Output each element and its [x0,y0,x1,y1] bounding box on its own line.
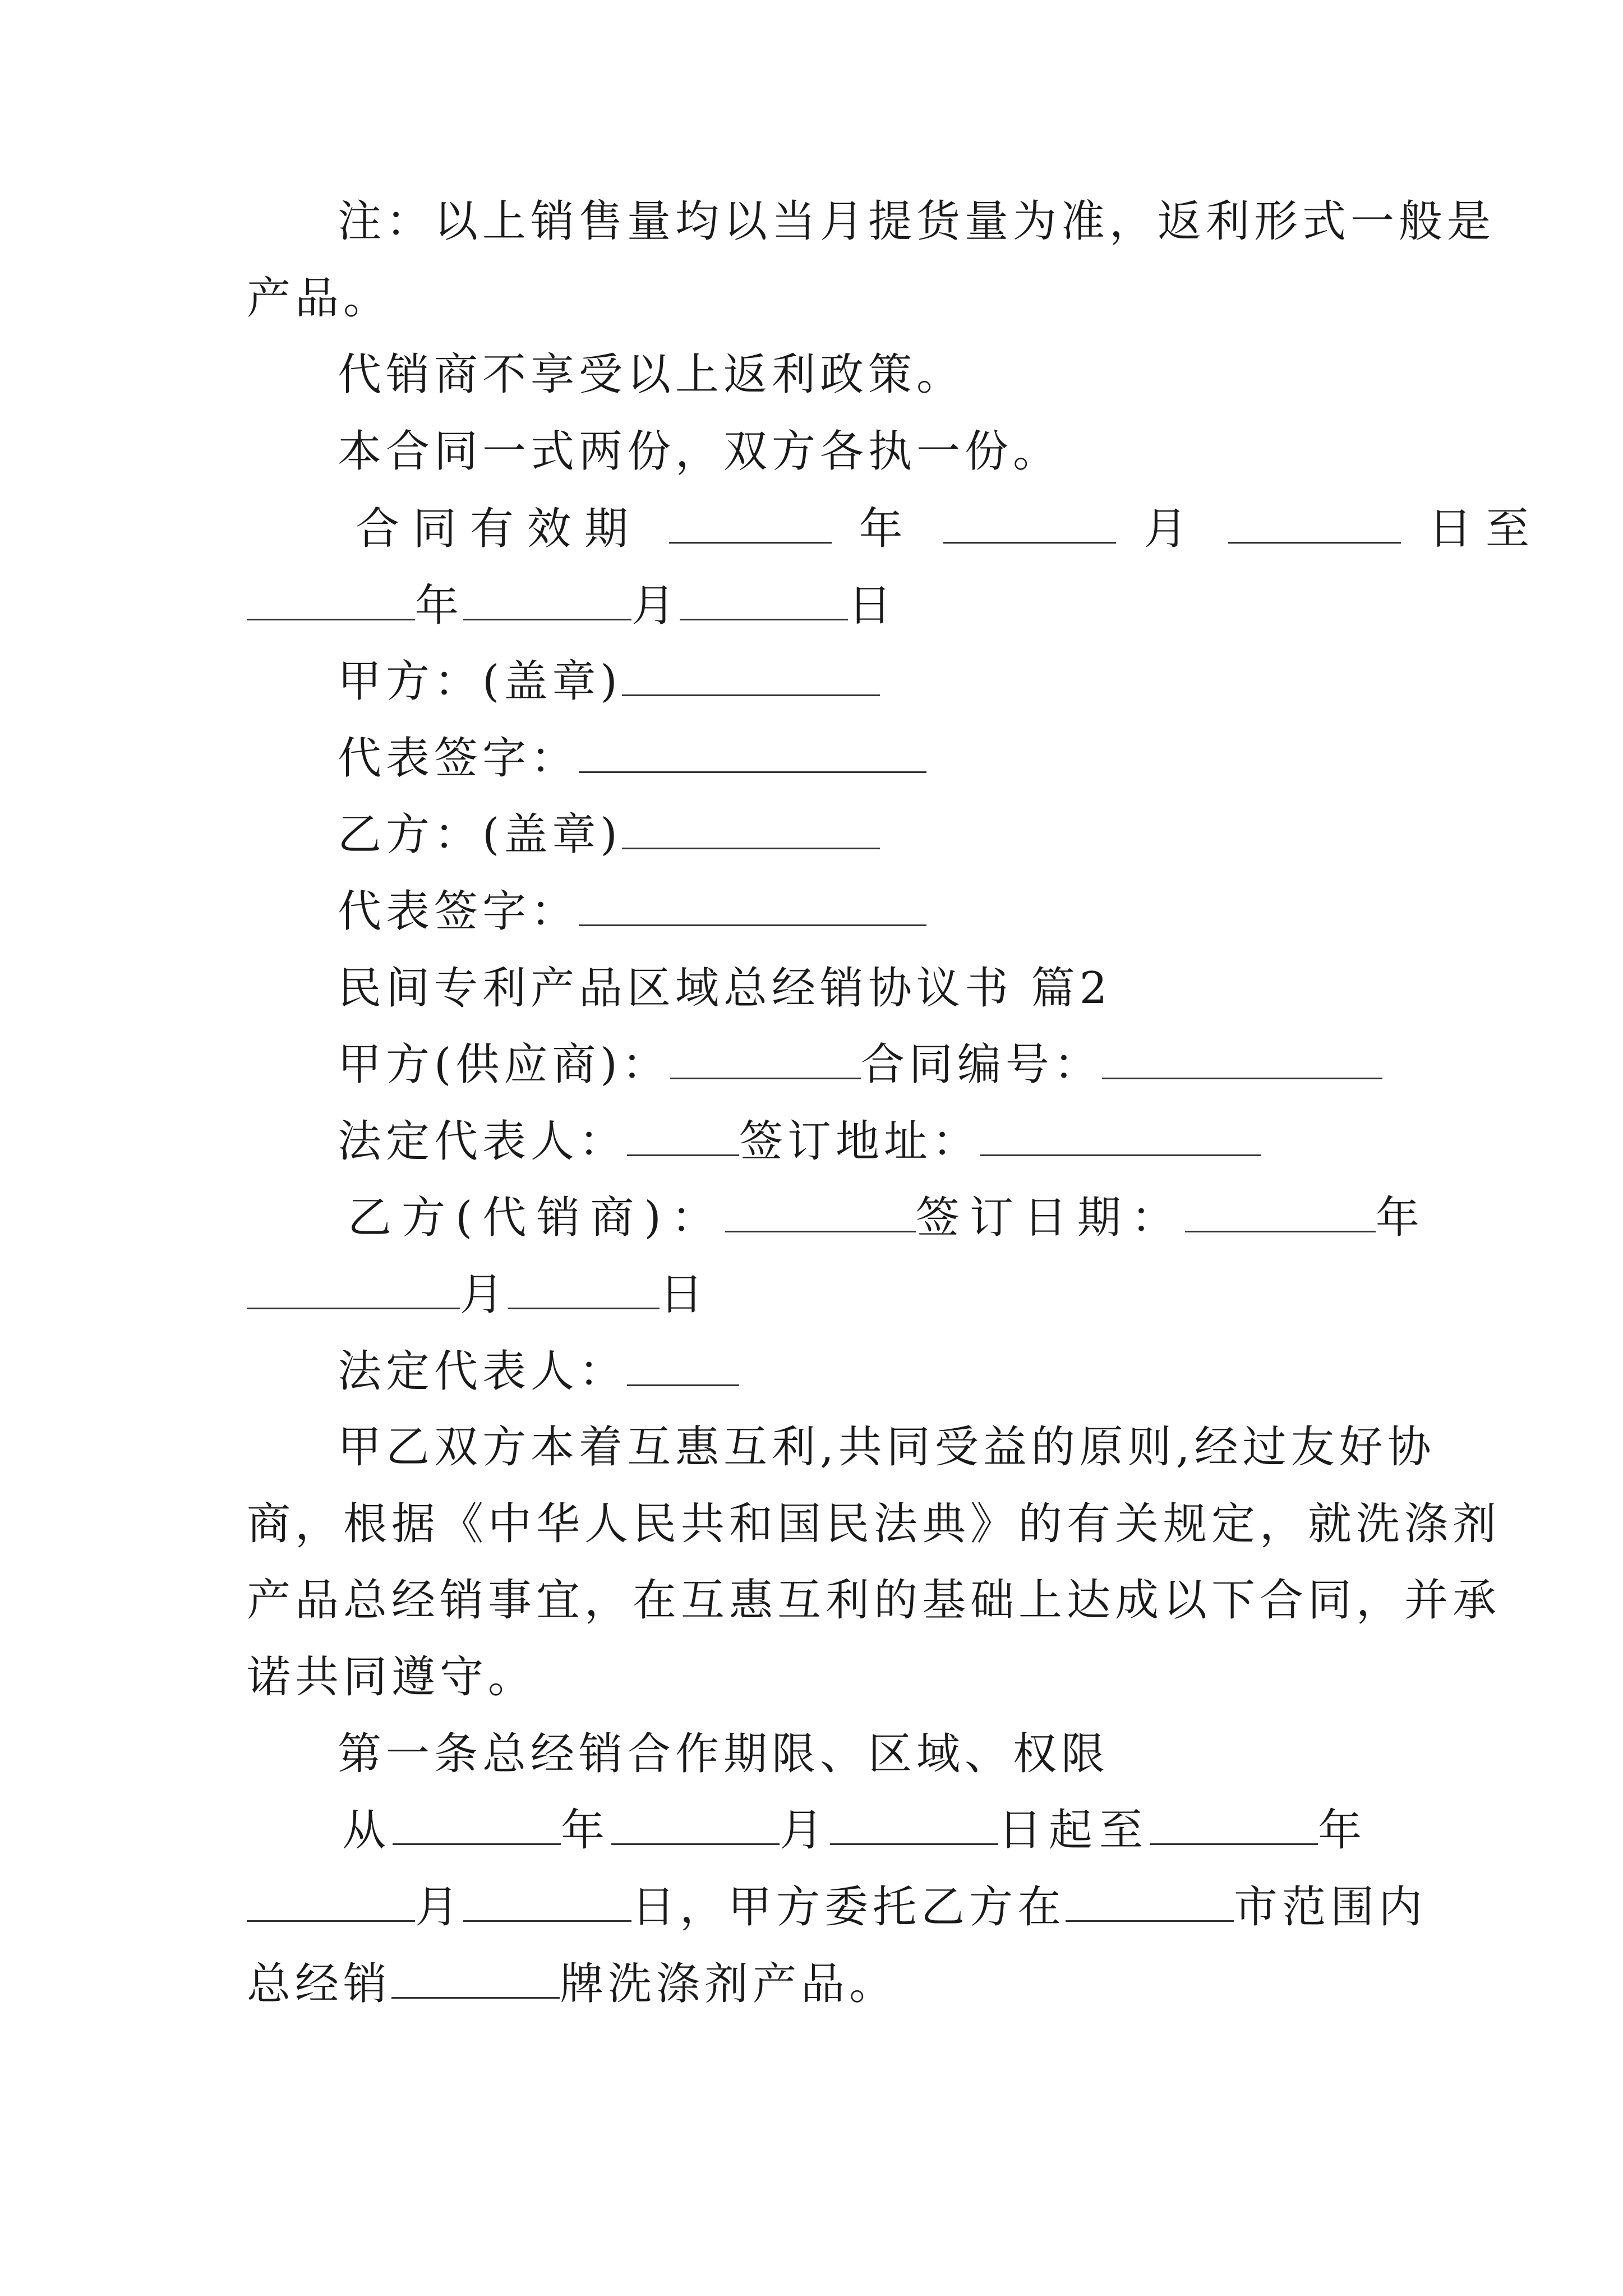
from-label: 从 [342,1805,393,1856]
party-a-seal-label: 甲方：(盖章) [338,656,622,707]
blank-year [393,1807,561,1845]
intro-line-1: 甲乙双方本着互惠互利,共同受益的原则,经过友好协 [338,1422,1436,1473]
month-label: 月 [1144,504,1201,554]
blank-sign-day [508,1272,660,1309]
blank-month [943,506,1116,544]
day-label: 日起至 [998,1805,1150,1856]
legal-rep-line-2 [338,1343,739,1400]
rep-sign-label: 代表签字： [338,886,579,937]
year-label: 年 [415,581,464,631]
blank-signature [579,735,926,773]
contract-no-label: 合同编号： [860,1039,1102,1090]
year-label: 年 [561,1805,612,1856]
distributor-line [348,1190,1430,1246]
rep-sign-line-2 [338,884,926,940]
sign-date-label: 签订日期： [915,1193,1185,1243]
period-line-2 [247,1879,1427,1935]
intro-line-2: 商，根据《中华人民共和国民法典》的有关规定，就洗涤剂 [247,1499,1501,1549]
legal-rep-line-1 [338,1114,1261,1170]
year-label: 年 [1375,1193,1430,1243]
rep-sign-label: 代表签字： [338,733,579,784]
blank-brand [391,1961,560,1999]
dist-label: 总经销 [247,1959,392,2009]
copies-line: 本合同一式两份，双方各执一份。 [338,426,1062,477]
blank-distributor [725,1195,916,1232]
blank-legal-rep [627,1119,739,1156]
blank-month [247,1884,415,1922]
blank-sign-year [1185,1195,1376,1232]
validity-line-2 [247,578,896,634]
year-label: 年 [1318,1805,1369,1856]
month-label: 月 [415,1882,464,1932]
day-label: 日 [660,1269,708,1320]
blank-day [463,1884,631,1922]
note-line-1: 注：以上销售量均以当月提货量为准，返利形式一般是 [338,196,1496,247]
blank-day [680,583,848,620]
legal-rep-label: 法定代表人： [338,1346,628,1397]
blank-day [1228,506,1401,544]
sign-place-label: 签订地址： [739,1116,981,1167]
party-b-seal-label: 乙方：(盖章) [338,809,622,860]
blank-city [1066,1884,1234,1922]
validity-line-1 [356,501,1543,557]
intro-line-3: 产品总经销事宜，在互惠互利的基础上达成以下合同，并承 [247,1575,1501,1626]
blank-legal-rep [627,1349,739,1386]
blank-day [830,1807,998,1845]
blank-contract-no [1102,1042,1382,1079]
blank-supplier [670,1042,861,1079]
intro-line-4: 诺共同遵守。 [247,1652,537,1703]
day-label: 日至 [1428,504,1543,554]
distributor-label: 乙方(代销商)： [348,1193,725,1243]
period-line-3 [247,1956,897,2012]
blank-month [463,583,631,620]
day-label: 日 [848,581,897,631]
legal-rep-label: 法定代表人： [338,1116,628,1167]
blank-sign-month [247,1272,460,1309]
year-label: 年 [859,504,916,554]
period-line-1 [342,1802,1368,1858]
month-label: 月 [631,581,680,631]
validity-lead: 合同有效期 [356,504,642,554]
blank-month [611,1807,780,1845]
blank-year [247,583,415,620]
article-1-title: 第一条总经销合作期限、区域、权限 [338,1729,1110,1779]
supplier-label: 甲方(供应商)： [338,1039,670,1090]
blank-sign-place [980,1119,1261,1156]
blank-party-b [622,812,880,849]
supplier-line [338,1037,1382,1093]
blank-signature [579,889,926,926]
month-label: 月 [780,1805,831,1856]
note-line-2: 产品。 [247,273,392,324]
month-label: 月 [460,1269,509,1320]
brand-label: 牌洗涤剂产品。 [560,1959,898,2009]
blank-year [669,506,832,544]
no-rebate-line: 代销商不享受以上返利政策。 [338,349,965,400]
party-b-seal-line [338,807,880,863]
rep-sign-line-1 [338,730,926,786]
party-a-seal-line [338,654,880,710]
day-label: 日，甲方委托乙方在 [631,1882,1066,1932]
section-title: 民间专利产品区域总经销协议书 篇2 [338,963,1112,1014]
blank-year [1150,1807,1318,1845]
sign-date-line-2 [247,1267,708,1323]
city-label: 市范围内 [1234,1882,1427,1932]
blank-party-a [622,659,880,696]
